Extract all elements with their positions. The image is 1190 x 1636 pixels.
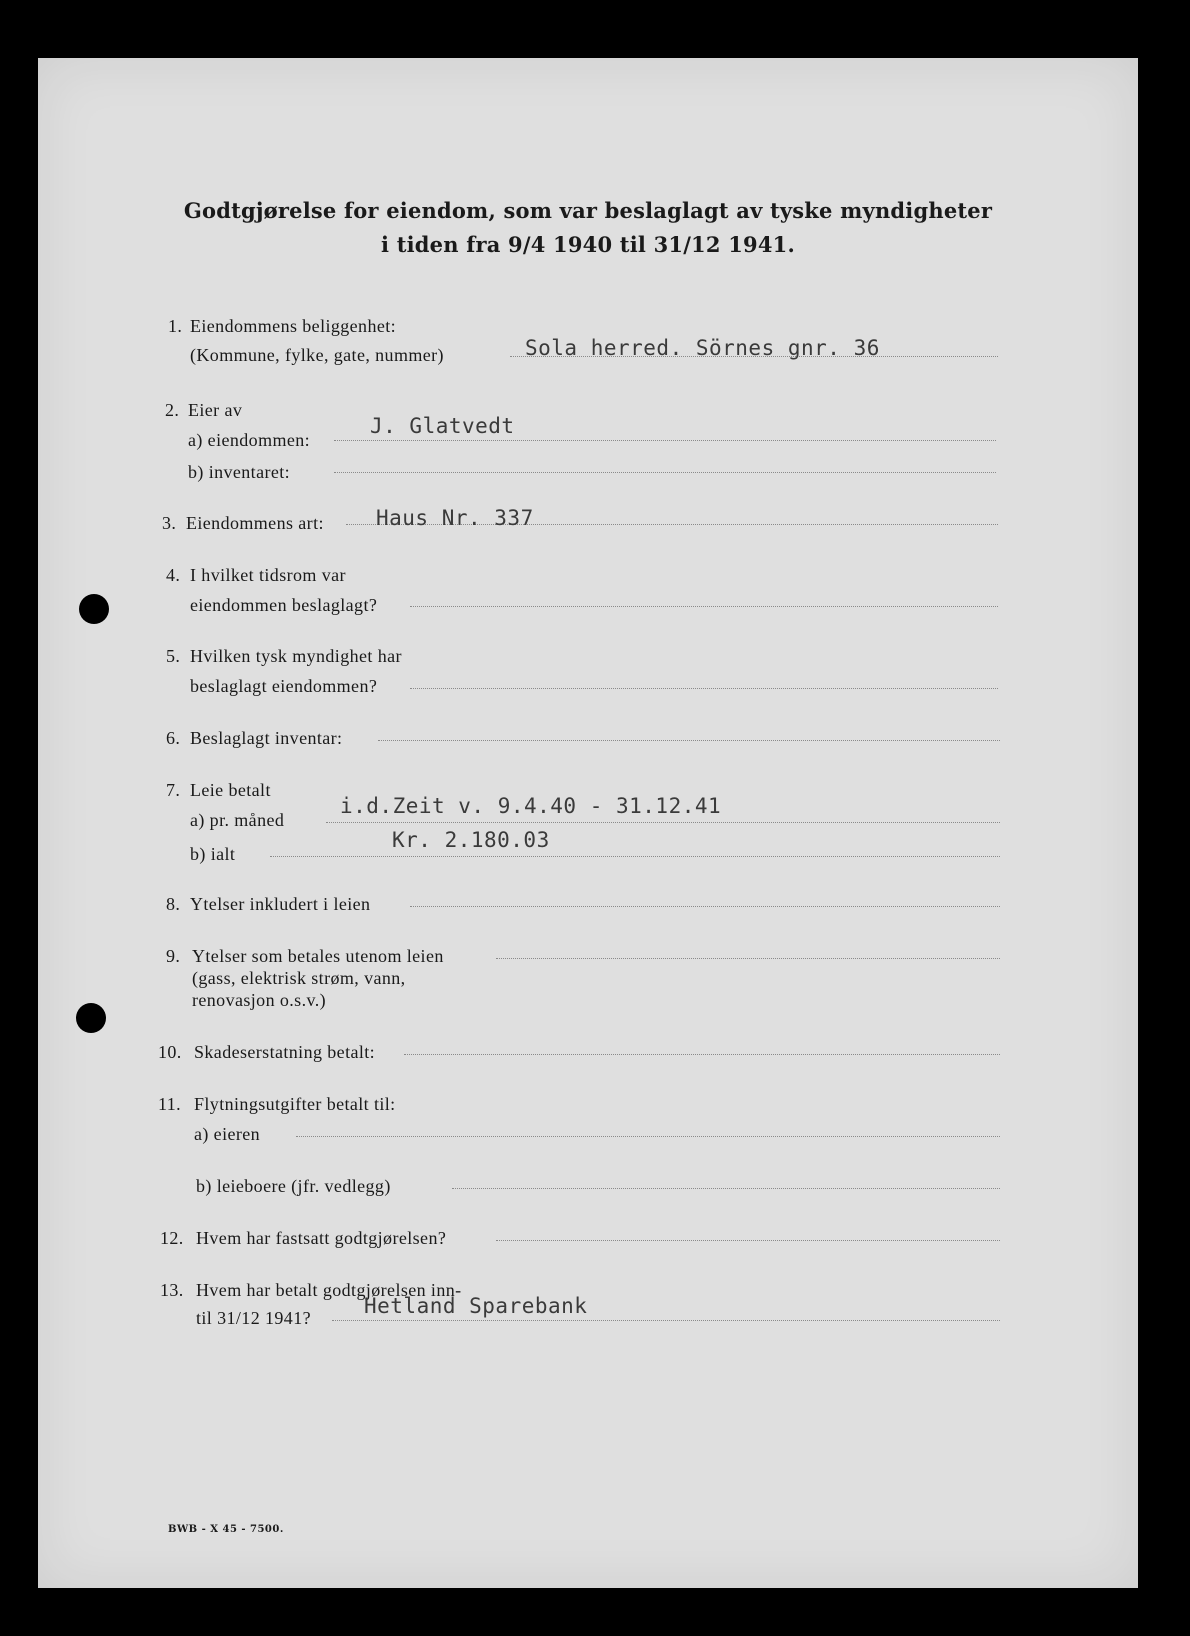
item-2a-answer: J. Glatvedt [370,414,515,438]
item-2b-answer-line [334,472,996,473]
item-5-number: 5. [166,646,181,666]
item-7a-label: a) pr. måned [190,810,285,830]
item-3-label: Eiendommens art: [186,513,324,533]
item-9-sublabel-2: renovasjon o.s.v.) [192,990,327,1010]
item-12-number: 12. [160,1228,184,1248]
item-10-label: Skadeserstatning betalt: [194,1042,376,1062]
item-8-label: Ytelser inkludert i leien [190,894,371,914]
item-4-number: 4. [166,565,181,585]
item-9-sublabel-1: (gass, elektrisk strøm, vann, [192,968,406,988]
item-6-label: Beslaglagt inventar: [190,728,343,748]
item-12-answer-line [496,1240,1000,1241]
item-1-answer: Sola herred. Sörnes gnr. 36 [525,336,880,360]
item-5-label: Hvilken tysk myndighet har [190,646,402,666]
item-10-answer-line [404,1054,1000,1055]
item-2-label: Eier av [188,400,243,420]
item-7a-answer: i.d.Zeit v. 9.4.40 - 31.12.41 [340,794,722,818]
punch-hole-lower [76,1003,106,1033]
item-13-answer: Hetland Sparebank [364,1294,588,1318]
form-sheet [38,58,1138,1588]
item-7-label: Leie betalt [190,780,271,800]
item-9-answer-line [496,958,1000,959]
punch-hole-upper [79,594,109,624]
item-9-label: Ytelser som betales utenom leien [192,946,444,966]
item-7a-answer-line [326,822,1000,823]
item-11-label: Flytningsutgifter betalt til: [194,1094,396,1114]
form-code-footer: BWB - X 45 - 7500. [168,1524,284,1535]
item-1-number: 1. [168,316,183,336]
item-11-number: 11. [158,1094,182,1114]
item-13-answer-line [332,1320,1000,1321]
item-7-number: 7. [166,780,181,800]
item-13-number: 13. [160,1280,184,1300]
item-12-label: Hvem har fastsatt godtgjørelsen? [196,1228,447,1248]
item-4-label: I hvilket tidsrom var [190,565,346,585]
item-13-label: Hvem har betalt godtgjørelsen inn- [196,1280,462,1300]
item-8-number: 8. [166,894,181,914]
item-2a-label: a) eiendommen: [188,430,311,450]
item-11b-answer-line [452,1188,1000,1189]
item-8-answer-line [410,906,1000,907]
item-1-label: Eiendommens beliggenhet: [190,316,397,336]
item-3-number: 3. [162,513,177,533]
item-2b-label: b) inventaret: [188,462,291,482]
item-7b-answer-line [270,856,1000,857]
item-4-sublabel: eiendommen beslaglagt? [190,595,378,615]
item-10-number: 10. [158,1042,182,1062]
form-title-line-2: i tiden fra 9/4 1940 til 31/12 1941. [381,232,795,257]
item-9-number: 9. [166,946,181,966]
item-3-answer: Haus Nr. 337 [376,506,534,530]
form-title-line-1: Godtgjørelse for eiendom, som var beslaglagt av tyske myndigheter [183,198,993,223]
item-5-answer-line [410,688,998,689]
item-1-sublabel: (Kommune, fylke, gate, nummer) [190,345,444,365]
item-5-sublabel: beslaglagt eiendommen? [190,676,378,696]
item-7b-answer: Kr. 2.180.03 [392,828,550,852]
item-2-number: 2. [165,400,180,420]
item-13-sublabel: til 31/12 1941? [196,1308,311,1328]
item-11b-label: b) leieboere (jfr. vedlegg) [196,1176,391,1196]
item-7b-label: b) ialt [190,844,236,864]
item-4-answer-line [410,606,998,607]
item-11a-answer-line [296,1136,1000,1137]
item-2a-answer-line [334,440,996,441]
item-6-answer-line [378,740,1000,741]
item-11a-label: a) eieren [194,1124,261,1144]
item-6-number: 6. [166,728,181,748]
